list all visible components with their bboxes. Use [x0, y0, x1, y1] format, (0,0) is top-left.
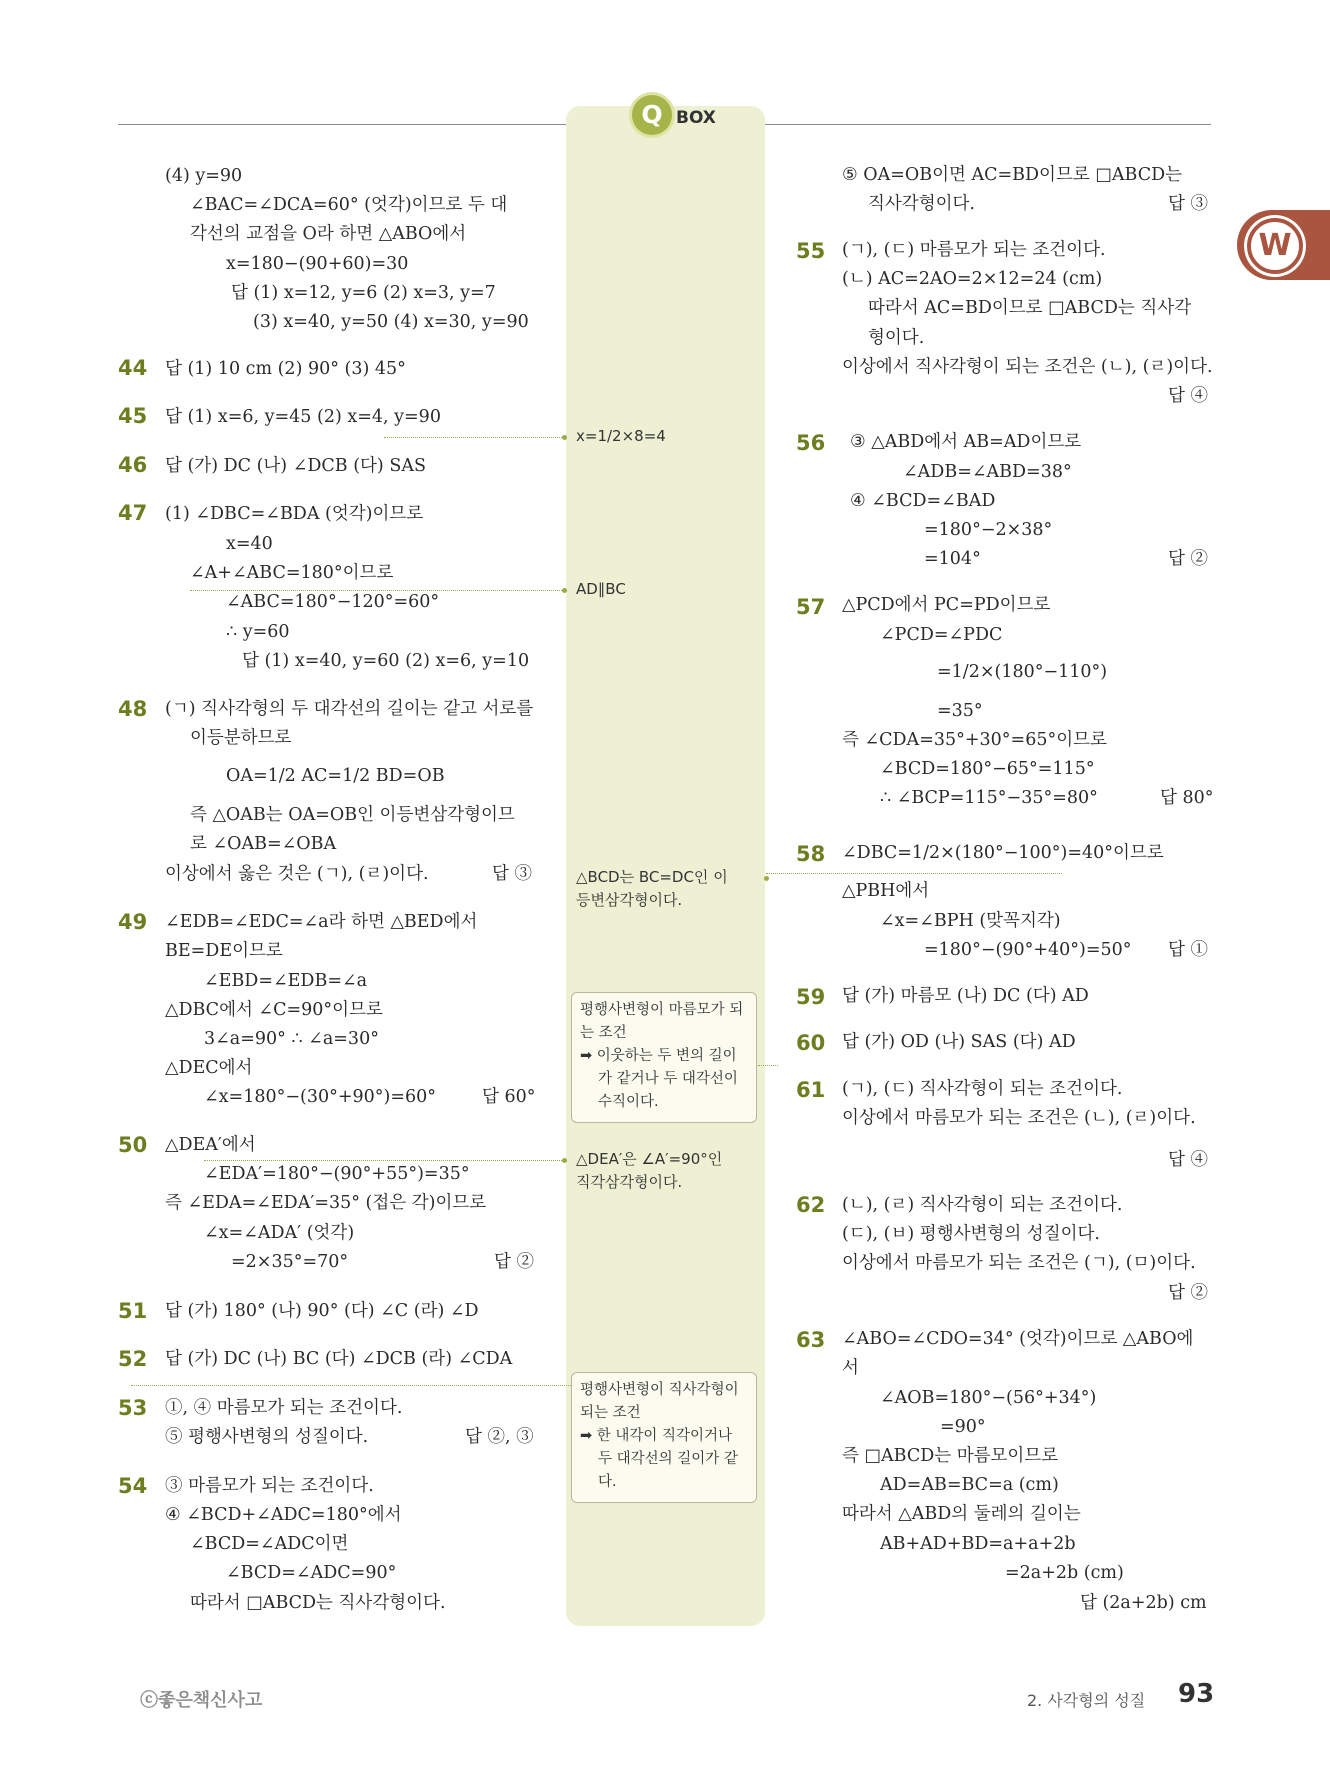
solution-line: x=40: [226, 534, 273, 554]
answer-line: 답 ①: [1168, 940, 1208, 960]
solution-line: ∠AOB=180°−(56°+34°): [880, 1388, 1097, 1408]
qbox-tip-rhombus: [571, 992, 757, 1123]
tip-line: ➡ 한 내각이 직각이거나: [580, 1428, 733, 1444]
tip-line: 평행사변형이 직사각형이: [580, 1382, 739, 1398]
problem-number: 47: [118, 501, 148, 525]
tip-line: 두 대각선의 길이가 같: [598, 1451, 738, 1467]
solution-line: 서: [842, 1358, 859, 1378]
problem-number: 46: [118, 453, 148, 477]
answer-line: 답 ②: [1168, 1283, 1208, 1303]
answer-line: 답 ③: [1168, 194, 1208, 214]
answer-line: 답 ②: [1168, 549, 1208, 569]
solution-line: 즉 □ABCD는 마름모이므로: [842, 1446, 1059, 1466]
solution-line: 즉 △OAB는 OA=OB인 이등변삼각형이므: [190, 805, 515, 825]
solution-line: ①, ④ 마름모가 되는 조건이다.: [165, 1398, 403, 1418]
solution-line: 즉 ∠CDA=35°+30°=65°이므로: [842, 730, 1107, 750]
leader-line: [190, 590, 564, 591]
answer-line: 답 (1) 10 cm (2) 90° (3) 45°: [165, 359, 406, 379]
solution-line: ⑤ 평행사변형의 성질이다.: [165, 1427, 369, 1447]
solution-line: OA=1/2 AC=1/2 BD=OB: [226, 766, 445, 786]
problem-number: 62: [796, 1193, 826, 1217]
answer-line: (3) x=40, y=50 (4) x=30, y=90: [253, 312, 529, 332]
solution-line: (ㄱ), (ㄷ) 마름모가 되는 조건이다.: [842, 240, 1106, 260]
answer-line: 답 (1) x=12, y=6 (2) x=3, y=7: [231, 283, 496, 303]
solution-line: (ㄴ), (ㄹ) 직사각형이 되는 조건이다.: [842, 1195, 1123, 1215]
problem-number: 48: [118, 697, 148, 721]
problem-number: 56: [796, 431, 826, 455]
solution-line: (4) y=90: [165, 166, 243, 186]
solution-line: AD=AB=BC=a (cm): [880, 1475, 1059, 1495]
problem-number: 57: [796, 595, 826, 619]
problem-number: 59: [796, 985, 826, 1009]
solution-line: =180°−(90°+40°)=50°: [924, 940, 1132, 960]
qbox-note: AD∥BC: [576, 580, 626, 598]
solution-line: ∠x=∠ADA′ (엇각): [204, 1223, 355, 1243]
answer-line: 답 80°: [1160, 788, 1214, 808]
leader-line: [131, 1385, 571, 1386]
solution-line: BE=DE이므로: [165, 941, 283, 961]
leader-dot: [562, 588, 567, 593]
solution-line: 3∠a=90° ∴ ∠a=30°: [204, 1029, 379, 1049]
solution-line: ∠x=∠BPH (맞꼭지각): [880, 911, 1061, 931]
solution-line: =2a+2b (cm): [1005, 1563, 1124, 1583]
solution-line: ∴ ∠BCP=115°−35°=80°: [880, 788, 1098, 808]
solution-line: ∠BCD=∠ADC=90°: [226, 1563, 397, 1583]
answer-line: 답 (가) 180° (나) 90° (다) ∠C (라) ∠D: [165, 1301, 479, 1321]
problem-number: 45: [118, 404, 148, 428]
answer-line: 답 ④: [1168, 386, 1208, 406]
solution-line: △DEA′에서: [165, 1135, 256, 1155]
solution-line: ∠ABO=∠CDO=34° (엇각)이므로 △ABO에: [842, 1329, 1194, 1349]
problem-number: 44: [118, 356, 148, 380]
solution-line: ∠BCD=∠ADC이면: [190, 1534, 349, 1554]
solution-line: =90°: [940, 1417, 986, 1437]
leader-line: [204, 1160, 564, 1161]
answer-line: 답 ④: [1168, 1150, 1208, 1170]
solution-line: ∠EDA′=180°−(90°+55°)=35°: [204, 1164, 470, 1184]
answer-line: 답 60°: [482, 1087, 536, 1107]
answer-line: 답 (1) x=6, y=45 (2) x=4, y=90: [165, 407, 441, 427]
solution-line: △DEC에서: [165, 1058, 253, 1078]
side-tab-logo: W: [1247, 218, 1303, 274]
solution-line: ⑤ OA=OB이면 AC=BD이므로 □ABCD는: [842, 165, 1183, 185]
solution-line: ∠x=180°−(30°+90°)=60°: [204, 1087, 437, 1107]
solution-line: ④ ∠BCD+∠ADC=180°에서: [165, 1505, 402, 1525]
solution-line: △PCD에서 PC=PD이므로: [842, 595, 1051, 615]
solution-line: ∠EDB=∠EDC=∠a라 하면 △BED에서: [165, 912, 478, 932]
tip-line: 되는 조건: [580, 1405, 641, 1421]
solution-line: 각선의 교점을 O라 하면 △ABO에서: [190, 224, 467, 244]
answer-line: 답 ②: [494, 1252, 534, 1272]
solution-line: (ㄱ), (ㄷ) 직사각형이 되는 조건이다.: [842, 1079, 1123, 1099]
tip-line: 수직이다.: [598, 1094, 659, 1110]
solution-line: 이등분하므로: [190, 728, 292, 748]
answer-line: 답 ②, ③: [465, 1427, 534, 1447]
problem-number: 54: [118, 1474, 148, 1498]
leader-line: [384, 437, 564, 438]
solution-line: ∠ABC=180°−120°=60°: [226, 592, 440, 612]
solution-line: =2×35°=70°: [231, 1252, 349, 1272]
solution-line: ∠ADB=∠ABD=38°: [903, 462, 1072, 482]
publisher-mark: ⓒ좋은책신사고: [140, 1690, 263, 1711]
solution-line: 따라서 △ABD의 둘레의 길이는: [842, 1504, 1081, 1524]
page-number: 93: [1178, 1679, 1215, 1709]
solution-line: 이상에서 직사각형이 되는 조건은 (ㄴ), (ㄹ)이다.: [842, 357, 1213, 377]
answer-line: 답 (가) DC (나) BC (다) ∠DCB (라) ∠CDA: [165, 1349, 513, 1369]
problem-number: 49: [118, 910, 148, 934]
solution-line: (ㄱ) 직사각형의 두 대각선의 길이는 같고 서로를: [165, 699, 534, 719]
solution-line: =35°: [937, 701, 983, 721]
solution-line: 이상에서 마름모가 되는 조건은 (ㄴ), (ㄹ)이다.: [842, 1108, 1196, 1128]
solution-line: ∠DBC=1/2×(180°−100°)=40°이므로: [842, 843, 1164, 863]
answer-line: 답 (가) 마름모 (나) DC (다) AD: [842, 986, 1089, 1006]
problem-number: 61: [796, 1078, 826, 1102]
tip-line: 가 같거나 두 대각선이: [598, 1071, 738, 1087]
solution-line: (1) ∠DBC=∠BDA (엇각)이므로: [165, 504, 424, 524]
problem-number: 50: [118, 1133, 148, 1157]
solution-line: 이상에서 마름모가 되는 조건은 (ㄱ), (ㅁ)이다.: [842, 1253, 1196, 1273]
qbox-logo: Q: [629, 92, 675, 138]
solution-line: ④ ∠BCD=∠BAD: [850, 491, 996, 511]
solution-line: ③ 마름모가 되는 조건이다.: [165, 1476, 374, 1496]
solution-line: ∠BAC=∠DCA=60° (엇각)이므로 두 대: [190, 195, 508, 215]
answer-line: 답 (가) DC (나) ∠DCB (다) SAS: [165, 456, 426, 476]
problem-number: 55: [796, 239, 826, 263]
leader-dot: [562, 435, 567, 440]
solution-line: 이상에서 옳은 것은 (ㄱ), (ㄹ)이다.: [165, 864, 429, 884]
problem-number: 60: [796, 1031, 826, 1055]
solution-line: (ㄷ), (ㅂ) 평행사변형의 성질이다.: [842, 1224, 1100, 1244]
solution-line: 즉 ∠EDA=∠EDA′=35° (접은 각)이므로: [165, 1193, 487, 1213]
problem-number: 53: [118, 1396, 148, 1420]
solution-line: ∠BCD=180°−65°=115°: [880, 759, 1095, 779]
solution-line: 로 ∠OAB=∠OBA: [190, 834, 337, 854]
solution-line: ∴ y=60: [226, 622, 290, 642]
problem-number: 51: [118, 1299, 148, 1323]
problem-number: 52: [118, 1347, 148, 1371]
tip-line: 는 조건: [580, 1025, 627, 1041]
solution-line: x=180−(90+60)=30: [226, 254, 409, 274]
solution-line: =180°−2×38°: [924, 520, 1053, 540]
answer-line: 답 (2a+2b) cm: [1080, 1593, 1207, 1613]
tip-line: 평행사변형이 마름모가 되: [580, 1002, 744, 1018]
solution-line: (ㄴ) AC=2AO=2×12=24 (cm): [842, 269, 1103, 289]
answer-line: 답 (가) OD (나) SAS (다) AD: [842, 1032, 1076, 1052]
problem-number: 58: [796, 842, 826, 866]
solution-line: =1/2×(180°−110°): [937, 662, 1108, 682]
solution-line: ∠PCD=∠PDC: [880, 625, 1003, 645]
qbox-note: △BCD는 BC=DC인 이: [576, 868, 728, 886]
leader-line: [758, 1065, 778, 1066]
leader-dot: [764, 876, 769, 881]
solution-line: 따라서 □ABCD는 직사각형이다.: [190, 1593, 446, 1613]
solution-line: ∠A+∠ABC=180°이므로: [190, 563, 394, 583]
solution-line: ∠EBD=∠EDB=∠a: [204, 971, 368, 991]
leader-dot: [562, 1158, 567, 1163]
answer-line: 답 (1) x=40, y=60 (2) x=6, y=10: [242, 651, 530, 671]
qbox-note: 등변삼각형이다.: [576, 891, 683, 909]
solution-line: =104°: [924, 549, 981, 569]
tip-line: ➡ 이웃하는 두 변의 길이: [580, 1048, 737, 1064]
leader-line: [766, 873, 1062, 874]
qbox-note: △DEA′은 ∠A′=90°인: [576, 1150, 723, 1168]
answer-line: 답 ③: [492, 864, 532, 884]
solution-line: AB+AD+BD=a+a+2b: [880, 1534, 1076, 1554]
solution-line: △DBC에서 ∠C=90°이므로: [165, 1000, 383, 1020]
qbox-label: BOX: [676, 108, 716, 128]
qbox-note: x=1/2×8=4: [576, 427, 666, 445]
problem-number: 63: [796, 1328, 826, 1352]
solution-line: △PBH에서: [842, 881, 930, 901]
qbox-tip-rectangle: [571, 1372, 757, 1503]
tip-line: 다.: [598, 1474, 617, 1490]
solution-line: 직사각형이다.: [868, 194, 975, 214]
solution-line: ③ △ABD에서 AB=AD이므로: [850, 432, 1082, 452]
qbox-note: 직각삼각형이다.: [576, 1173, 683, 1191]
section-title: 2. 사각형의 성질: [1027, 1691, 1146, 1710]
solution-line: 따라서 AC=BD이므로 □ABCD는 직사각: [868, 298, 1192, 318]
solution-line: 형이다.: [868, 328, 925, 348]
